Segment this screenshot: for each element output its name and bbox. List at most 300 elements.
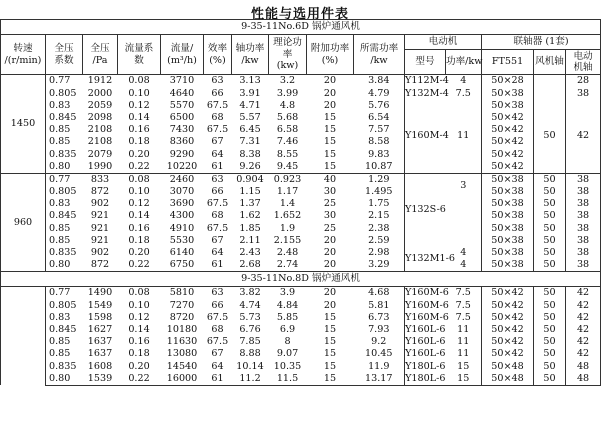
data-cell: 11630	[166, 336, 198, 348]
data-cell: 2.15	[354, 210, 405, 222]
data-cell: 5.68	[276, 111, 299, 123]
data-cell: 1637	[87, 348, 113, 360]
data-cell: 3.84	[354, 75, 405, 88]
data-cell: 4300	[169, 210, 195, 222]
data-cell: 7430	[169, 124, 195, 136]
data-cell: 10.87	[354, 160, 405, 173]
data-cell: 921	[90, 222, 110, 234]
data-cell: 0.12	[128, 198, 150, 210]
data-cell: 1.17	[276, 186, 299, 198]
data-cell: 50×42	[482, 299, 534, 311]
data-cell: 0.805	[49, 186, 77, 198]
data-cell: 11	[446, 324, 482, 336]
data-cell: 50×42	[482, 311, 534, 323]
data-cell: 67.5	[206, 222, 229, 234]
header-fan-shaft: 风机轴	[534, 50, 566, 75]
data-cell: 2079	[87, 148, 113, 160]
motor-model: Y160M-4	[405, 130, 449, 142]
table-row	[1, 87, 601, 99]
data-cell: 1.29	[354, 173, 405, 186]
data-cell: 64	[211, 360, 224, 372]
data-cell: 8.58	[354, 136, 405, 148]
data-cell: 0.14	[128, 210, 150, 222]
data-cell: 20	[323, 287, 337, 299]
data-cell: 50×48	[482, 372, 534, 385]
data-cell: 15	[446, 372, 482, 385]
data-cell: 9.83	[354, 148, 405, 160]
data-cell: 0.22	[128, 259, 150, 271]
table-row	[1, 99, 601, 111]
fan-shaft: 50	[534, 186, 566, 198]
motor-shaft: 28	[566, 75, 601, 88]
coupling-model: 50×38	[482, 247, 534, 259]
data-cell: 50×48	[482, 360, 534, 372]
data-cell: 2000	[87, 87, 113, 99]
data-cell: 1549	[87, 299, 113, 311]
data-cell: 20	[323, 299, 337, 311]
data-cell: 0.83	[49, 311, 71, 323]
data-cell: 20	[323, 99, 337, 111]
section-row	[1, 20, 601, 35]
data-cell: 68	[211, 210, 224, 222]
header-pressure-coef: 全压 系数	[46, 35, 83, 75]
data-cell: 6750	[169, 259, 195, 271]
data-cell: 63	[211, 287, 224, 299]
motor-model: Y132M-4	[405, 87, 449, 99]
data-cell: 68	[211, 111, 224, 123]
data-cell: 0.85	[49, 234, 71, 246]
motor-shaft: 38	[566, 173, 601, 186]
data-cell: 42	[566, 311, 601, 323]
header-extra-power: 附加功率 (%)	[307, 35, 354, 75]
motor-power: 11	[446, 99, 482, 173]
data-cell: 0.14	[128, 111, 150, 123]
data-cell: 9.45	[269, 160, 307, 173]
header-pressure: 全压 /Pa	[83, 35, 118, 75]
motor-shaft: 38	[566, 210, 601, 222]
data-cell: 0.923	[269, 173, 307, 186]
motor-shaft: 38	[566, 186, 601, 198]
table-row	[1, 311, 601, 323]
header-required-power: 所需功率 /kw	[354, 35, 405, 75]
data-cell: 0.85	[49, 124, 71, 136]
speed-cell: 960	[1, 173, 46, 272]
data-cell: 7.5	[446, 311, 482, 323]
data-cell: 4.8	[279, 99, 296, 111]
data-cell: 0.835	[49, 148, 77, 160]
header-motor-model: 型号	[405, 50, 446, 75]
data-cell: 0.85	[49, 136, 71, 148]
table-row	[1, 186, 601, 198]
table-row	[1, 124, 601, 136]
data-cell: 6140	[169, 247, 195, 259]
header-row	[1, 35, 601, 50]
data-cell: 3.91	[239, 87, 261, 99]
data-cell: 0.12	[128, 99, 150, 111]
data-cell: 0.77	[49, 287, 71, 299]
data-cell: 1912	[83, 75, 118, 88]
header-efficiency: 效率 (%)	[204, 35, 232, 75]
data-cell: 14540	[166, 360, 198, 372]
data-cell: 1490	[87, 287, 113, 299]
data-cell: 0.08	[118, 173, 161, 186]
data-cell: 50×42	[482, 348, 534, 360]
data-cell: 15	[323, 323, 337, 335]
data-cell: 0.08	[128, 287, 150, 299]
data-cell: Y160L-6	[405, 336, 446, 348]
data-cell: 1.652	[273, 210, 302, 222]
data-cell: 42	[566, 324, 601, 336]
header-motor: 电动机	[405, 35, 482, 50]
data-cell: 0.80	[49, 259, 71, 271]
data-cell: 9.26	[232, 160, 269, 173]
header-flow: 流量/ (m³/h)	[161, 35, 204, 75]
fan-shaft: 50	[534, 198, 566, 210]
data-cell: 68	[211, 323, 224, 335]
data-cell: 1.4	[279, 198, 296, 210]
table-row	[1, 372, 601, 385]
data-cell: 3070	[169, 186, 195, 198]
data-cell: 0.18	[128, 234, 150, 246]
data-cell: 0.835	[49, 247, 77, 259]
header-coupling-model: FT551	[482, 50, 534, 75]
motor-power: 3	[446, 173, 482, 198]
data-cell: 11	[446, 336, 482, 348]
data-cell: 0.10	[128, 299, 150, 311]
data-cell: 0.10	[128, 186, 150, 198]
coupling-model: 50×38	[482, 173, 534, 186]
data-cell: 64	[211, 247, 224, 259]
data-cell: 0.10	[128, 87, 150, 99]
table-row	[1, 75, 601, 88]
data-cell: 15	[323, 336, 337, 348]
data-cell: 7.5	[446, 287, 482, 300]
data-cell: 7.85	[239, 336, 261, 348]
data-cell: 50	[534, 372, 566, 385]
data-cell: 2.43	[239, 247, 261, 259]
data-cell: 902	[90, 198, 110, 210]
data-cell: 2059	[87, 99, 113, 111]
data-cell: 13080	[166, 348, 198, 360]
motor-power: 4	[446, 259, 482, 272]
data-cell: Y160M-6	[405, 311, 449, 323]
table-row	[1, 173, 601, 186]
coupling-model: 50×28	[482, 75, 534, 88]
data-cell: 2108	[87, 136, 113, 148]
table-row	[1, 160, 601, 173]
data-cell: 0.18	[128, 348, 150, 360]
data-cell: 61	[211, 259, 224, 271]
data-cell: 50×42	[482, 324, 534, 336]
data-cell: 3.9	[279, 287, 296, 299]
data-cell: 50	[534, 324, 566, 336]
data-cell: 66	[211, 186, 224, 198]
data-cell: 48	[566, 372, 601, 385]
fan-shaft: 50	[534, 173, 566, 186]
data-cell: 1608	[87, 360, 113, 372]
coupling-model: 50×42	[482, 124, 534, 136]
data-cell: 15	[323, 360, 337, 372]
data-cell: Y160L-6	[405, 348, 446, 360]
motor-shaft: 38	[566, 234, 601, 246]
data-cell: 61	[204, 372, 232, 385]
table-row	[1, 234, 601, 246]
data-cell: 4640	[169, 87, 195, 99]
section-title: 9-35-11No.8D 锅炉通风机	[1, 272, 601, 287]
data-cell: 20	[307, 75, 354, 88]
data-cell: 63	[204, 173, 232, 186]
coupling-model: 50×38	[482, 99, 534, 111]
data-cell: 5570	[169, 99, 195, 111]
data-cell: 15	[323, 148, 337, 160]
data-cell: 30	[323, 186, 337, 198]
coupling-model: 50×42	[482, 112, 534, 124]
performance-table	[0, 19, 601, 386]
speed-cell	[1, 287, 46, 386]
motor-model: Y132M1-6	[405, 253, 455, 265]
data-cell: 11.2	[232, 372, 269, 385]
data-cell: 50	[534, 348, 566, 360]
data-cell: 8.55	[276, 148, 299, 160]
data-cell: 6.73	[354, 311, 405, 323]
data-cell: 0.18	[128, 136, 150, 148]
section-row	[1, 272, 601, 287]
data-cell: 6500	[169, 111, 195, 123]
data-cell: 0.20	[128, 247, 150, 259]
motor-power: 4	[446, 75, 482, 88]
data-cell: 3690	[169, 198, 195, 210]
table-row	[1, 210, 601, 222]
data-cell: 9.2	[354, 336, 405, 348]
page-title: 性能与选用件表	[250, 7, 349, 22]
data-cell: 1539	[83, 372, 118, 385]
data-cell: 15	[323, 311, 337, 323]
table-row	[1, 247, 601, 259]
data-cell: 10.45	[354, 348, 405, 360]
data-cell: 6.54	[354, 112, 405, 124]
data-cell: 0.20	[128, 148, 150, 160]
data-cell: 0.16	[128, 336, 150, 348]
data-cell: 0.805	[49, 87, 77, 99]
data-cell: 1598	[87, 311, 113, 323]
coupling-model: 50×42	[482, 148, 534, 160]
data-cell: 2.155	[273, 234, 302, 246]
data-cell: 66	[211, 87, 224, 99]
data-cell: 6.9	[279, 323, 296, 335]
data-cell: 15	[323, 348, 337, 360]
header-motor-shaft: 电动 机轴	[566, 50, 601, 75]
data-cell: 3.99	[276, 87, 299, 99]
data-cell: 4.74	[239, 299, 261, 311]
fan-shaft: 50	[534, 222, 566, 234]
data-cell: 2.38	[354, 222, 405, 234]
data-cell: 42	[566, 348, 601, 360]
data-cell: 67.5	[206, 124, 229, 136]
data-cell: 67.5	[206, 336, 229, 348]
table-body	[1, 20, 601, 386]
coupling-model: 50×38	[482, 186, 534, 198]
data-cell: 50×42	[482, 336, 534, 348]
table-row	[1, 112, 601, 124]
data-cell: 42	[566, 299, 601, 311]
data-cell: 67.5	[206, 99, 229, 111]
data-cell: 0.845	[49, 111, 77, 123]
coupling-model: 50×42	[482, 136, 534, 148]
data-cell: 1.9	[279, 222, 296, 234]
data-cell: 7.31	[239, 136, 261, 148]
data-cell: 1637	[87, 336, 113, 348]
data-cell: 2.48	[276, 247, 299, 259]
motor-model: Y112M-4	[405, 75, 449, 87]
data-cell: 9290	[169, 148, 195, 160]
data-cell: Y180L-6	[405, 360, 446, 372]
data-cell: 0.83	[49, 99, 71, 111]
motor-shaft: 42	[566, 99, 601, 173]
data-cell: 3.82	[239, 287, 261, 299]
motor-shaft: 38	[566, 222, 601, 234]
data-cell: 0.835	[49, 360, 77, 372]
data-cell: 0.16	[128, 222, 150, 234]
data-cell: 4.84	[276, 299, 299, 311]
header-theory-power: 理论功 率 (kw)	[269, 35, 307, 75]
data-cell: 0.16	[128, 124, 150, 136]
data-cell: 6.45	[239, 124, 261, 136]
data-cell: 0.22	[118, 160, 161, 173]
data-cell: Y180L-6	[405, 372, 446, 384]
table-row	[1, 259, 601, 272]
data-cell: 11.9	[354, 360, 405, 372]
data-cell: 5.76	[354, 99, 405, 111]
data-cell: 872	[90, 186, 110, 198]
table-row	[1, 148, 601, 160]
data-cell: 1627	[87, 323, 113, 335]
fan-shaft: 50	[534, 247, 566, 259]
data-cell: 872	[90, 259, 110, 271]
data-cell: 11	[446, 348, 482, 360]
data-cell: 7.46	[276, 136, 299, 148]
data-cell: 48	[566, 360, 601, 372]
fan-shaft: 50	[534, 259, 566, 272]
data-cell: 2.11	[239, 234, 261, 246]
data-cell: 0.20	[128, 360, 150, 372]
data-cell: 0.08	[118, 75, 161, 88]
data-cell: 3.13	[232, 75, 269, 88]
coupling-model: 50×38	[482, 234, 534, 246]
data-cell: 2.59	[354, 234, 405, 246]
coupling-model: 50×38	[482, 87, 534, 99]
data-cell: 10220	[161, 160, 204, 173]
data-cell: 3710	[161, 75, 204, 88]
data-cell: 66	[211, 299, 224, 311]
data-cell: 20	[323, 247, 337, 259]
data-cell: 10.35	[273, 360, 302, 372]
data-cell: 5530	[169, 234, 195, 246]
coupling-model: 50×38	[482, 210, 534, 222]
motor-shaft: 38	[566, 198, 601, 210]
data-cell: 15	[307, 372, 354, 385]
fan-shaft: 50	[534, 234, 566, 246]
data-cell: 15	[323, 136, 337, 148]
table-row	[1, 324, 601, 336]
data-cell: 0.80	[46, 372, 83, 385]
data-cell: 2.68	[239, 259, 261, 271]
data-cell: 15	[323, 111, 337, 123]
header-flow-coef: 流量系 数	[118, 35, 161, 75]
motor-shaft: 38	[566, 259, 601, 272]
fan-shaft	[534, 75, 566, 100]
data-cell: 3.2	[269, 75, 307, 88]
data-cell: 13.17	[354, 372, 405, 385]
data-cell: 50×42	[482, 287, 534, 300]
data-cell: 8.38	[239, 148, 261, 160]
table-row	[1, 336, 601, 348]
data-cell: 67	[211, 234, 224, 246]
data-cell: 61	[204, 160, 232, 173]
data-cell: 1.75	[354, 198, 405, 210]
data-cell: 50	[534, 299, 566, 311]
data-cell: 5.81	[354, 299, 405, 311]
data-cell: 30	[323, 210, 337, 222]
fan-shaft: 50	[534, 210, 566, 222]
header-coupling: 联轴器 (1套)	[482, 35, 601, 50]
data-cell: 20	[323, 87, 337, 99]
data-cell: 11.5	[269, 372, 307, 385]
data-cell: 42	[566, 336, 601, 348]
data-cell: 10180	[166, 323, 198, 335]
data-cell: 8720	[169, 311, 195, 323]
table-row	[1, 198, 601, 210]
table-row	[1, 136, 601, 148]
data-cell: 0.77	[46, 173, 83, 186]
data-cell: 0.85	[49, 348, 71, 360]
data-cell: 67.5	[206, 198, 229, 210]
data-cell: 7.93	[354, 324, 405, 336]
data-cell: 4.79	[354, 87, 405, 99]
coupling-model: 50×38	[482, 222, 534, 234]
coupling-model: 50×38	[482, 198, 534, 210]
data-cell: 2.74	[276, 259, 299, 271]
data-cell: 4910	[169, 222, 195, 234]
data-cell: 8	[284, 336, 291, 348]
data-cell: 902	[90, 247, 110, 259]
data-cell: 0.22	[118, 372, 161, 385]
data-cell: 2108	[87, 124, 113, 136]
data-cell: 15	[446, 360, 482, 372]
data-cell: 50	[534, 311, 566, 323]
motor-shaft: 38	[566, 247, 601, 259]
data-cell: 15	[323, 124, 337, 136]
data-cell: 63	[204, 75, 232, 88]
data-cell: 9.07	[276, 348, 299, 360]
data-cell: 40	[307, 173, 354, 186]
table-row	[1, 287, 601, 300]
data-cell: Y160M-6	[405, 299, 449, 311]
data-cell: 1.62	[239, 210, 261, 222]
data-cell: 4.71	[239, 99, 261, 111]
data-cell: 2098	[87, 111, 113, 123]
data-cell: 50	[534, 336, 566, 348]
data-cell: 1.37	[239, 198, 261, 210]
data-cell: 0.85	[49, 336, 71, 348]
speed-cell: 1450	[1, 75, 46, 174]
data-cell: 3.29	[354, 259, 405, 272]
table-row	[1, 348, 601, 360]
motor-model: Y132S-6	[405, 173, 446, 247]
header-motor-power: 功率/kw	[446, 50, 482, 75]
motor-shaft: 38	[566, 87, 601, 99]
data-cell: 20	[323, 234, 337, 246]
data-cell: 7.5	[446, 299, 482, 311]
